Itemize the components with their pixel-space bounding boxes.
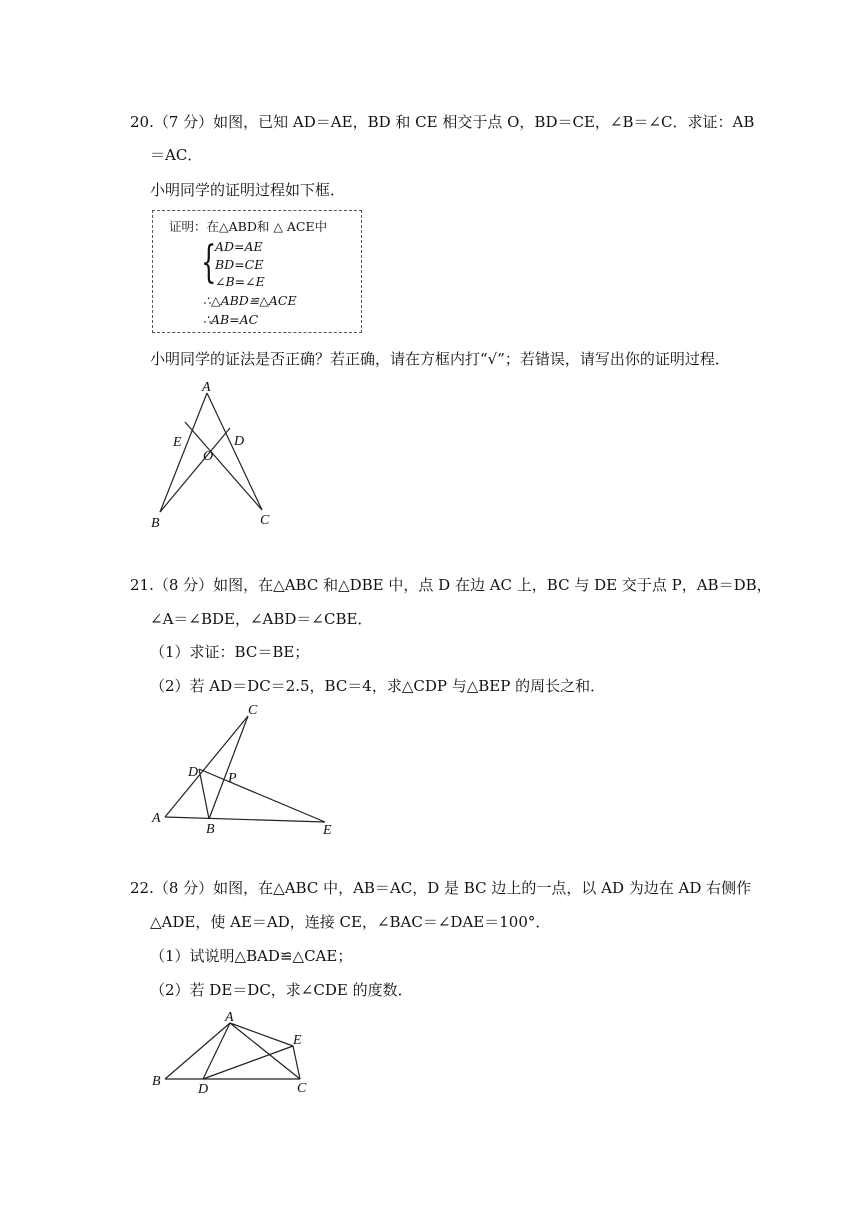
q20-label-c: C (260, 513, 270, 528)
q21-label-b: B (206, 822, 215, 837)
q20-line2: ＝AC． (150, 146, 203, 164)
proof-conclusion-2: ∴AB=AC (203, 312, 259, 327)
q20-label-a: A (202, 380, 211, 395)
q20-label-d: D (234, 434, 245, 449)
q21-part1: （1）求证：BC＝BE； (150, 643, 310, 661)
q22-segment-ac (230, 1023, 300, 1079)
q22-line1: 22.（8 分）如图，在△ABC 中，AB＝AC，D 是 BC 边上的一点，以 AD 为边在 AD 右侧作 (130, 879, 752, 897)
proof-title: 证明：在△ABD和 △ ACE中 (169, 219, 328, 234)
q20-line3: 小明同学的证明过程如下框． (150, 181, 346, 199)
q21-label-c: C (248, 703, 258, 718)
q22-part2: （2）若 DE＝DC，求∠CDE 的度数． (150, 981, 413, 999)
q21-label-d: D (188, 765, 199, 780)
q20-label-e: E (173, 435, 182, 450)
q22-line2: △ADE，使 AE＝AD，连接 CE，∠BAC＝∠DAE＝100°． (150, 913, 551, 931)
q20-question: 小明同学的证法是否正确？若正确，请在方框内打“√”；若错误，请写出你的证明过程． (150, 350, 730, 368)
q22-segment-ab (165, 1023, 230, 1079)
proof-brace: { (201, 237, 217, 288)
q22-label-c: C (297, 1081, 307, 1096)
q21-part2: （2）若 AD＝DC＝2.5，BC＝4，求△CDP 与△BEP 的周长之和． (150, 677, 606, 695)
q20-label-o: O (203, 449, 214, 464)
proof-condition-2: BD=CE (215, 257, 264, 272)
q21-label-p: P (228, 771, 237, 786)
q20-line1: 20.（7 分）如图，已知 AD＝AE，BD 和 CE 相交于点 O，BD＝CE，∠B＝∠C．求证：AB (130, 113, 755, 131)
q21-line2: ∠A＝∠BDE，∠ABD＝∠CBE． (150, 610, 373, 628)
q20-label-b: B (151, 516, 160, 531)
q22-label-a: A (225, 1010, 234, 1025)
q22-label-b: B (152, 1074, 161, 1089)
q22-label-d: D (198, 1082, 209, 1097)
q22-label-e: E (293, 1033, 302, 1048)
proof-condition-3: ∠B=∠E (215, 274, 265, 289)
proof-condition-1: AD=AE (215, 239, 263, 254)
proof-conclusion-1: ∴△ABD≌△ACE (203, 293, 297, 308)
q21-label-e: E (323, 823, 332, 838)
q21-line1: 21.（8 分）如图，在△ABC 和△DBE 中，点 D 在边 AC 上，BC 与 DE 交于点 P，AB＝DB， (130, 576, 772, 594)
q21-label-a: A (152, 811, 161, 826)
q22-segment-ae (230, 1023, 293, 1046)
q22-part1: （1）试说明△BAD≌△CAE； (150, 947, 353, 965)
